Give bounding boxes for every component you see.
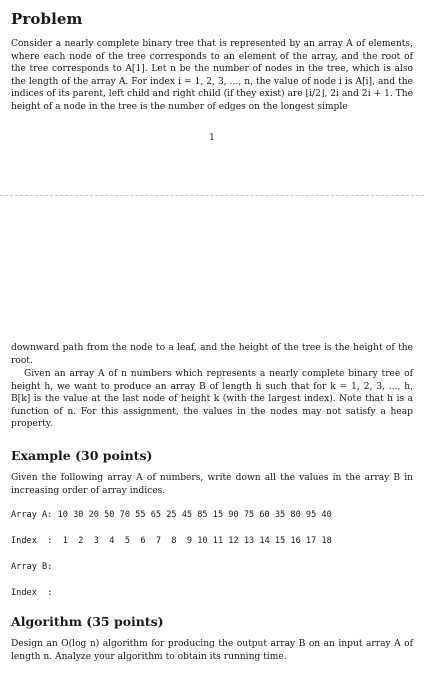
example-heading: Example (30 points) xyxy=(11,448,153,463)
page-gap xyxy=(0,178,424,330)
problem-paragraph-1-continued: downward path from the node to a leaf, and the height of the tree is the height of the root. xyxy=(11,343,413,366)
example-text: Given the following array A of numbers, write down all the values in the array B in increasing order of array indices. xyxy=(11,473,413,496)
index-line-2: Index : xyxy=(11,588,53,598)
array-a-line: Array A: 10 30 20 50 70 55 65 25 45 85 15 90 75 60 35 80 95 40 xyxy=(11,510,332,520)
problem-heading: Problem xyxy=(11,10,83,28)
problem-paragraph-2: Given an array A of n numbers which represents a nearly complete binary tree of height h, we want to produce an array B of length h such that for k = 1, 2, 3, ..., h, B[k] is the value at the last node of height k (with the largest index). Note that h is a function of n. For this assignment, the values in the nodes may not satisfy a heap property. xyxy=(11,369,413,430)
page-break-divider xyxy=(0,195,424,196)
document-page-1 xyxy=(0,0,424,178)
algorithm-heading: Algorithm (35 points) xyxy=(11,614,164,629)
page-number: 1 xyxy=(209,133,215,143)
algorithm-text: Design an O(log n) algorithm for producing the output array B on an input array A of length n. Analyze your algorithm to obtain its running time. xyxy=(11,639,413,662)
problem-paragraph-1: Consider a nearly complete binary tree that is represented by an array A of elements, where each node of the tree corresponds to an element of the array, and the root of the tree corresponds to A[1]. Let n be the number of nodes in the tree, which is also the length of the array A. For index i = 1, 2, 3, ..., n, the value of node i is A[i], and the indices of its parent, left child and right child (if they exist) are ⌊i/2⌋, 2i and 2i + 1. The height of a node in the tree is the number of edges on the longest simple xyxy=(11,39,413,112)
array-b-line: Array B: xyxy=(11,562,53,572)
index-line-1: Index : 1 2 3 4 5 6 7 8 9 10 11 12 13 14 15 16 17 18 xyxy=(11,536,332,546)
